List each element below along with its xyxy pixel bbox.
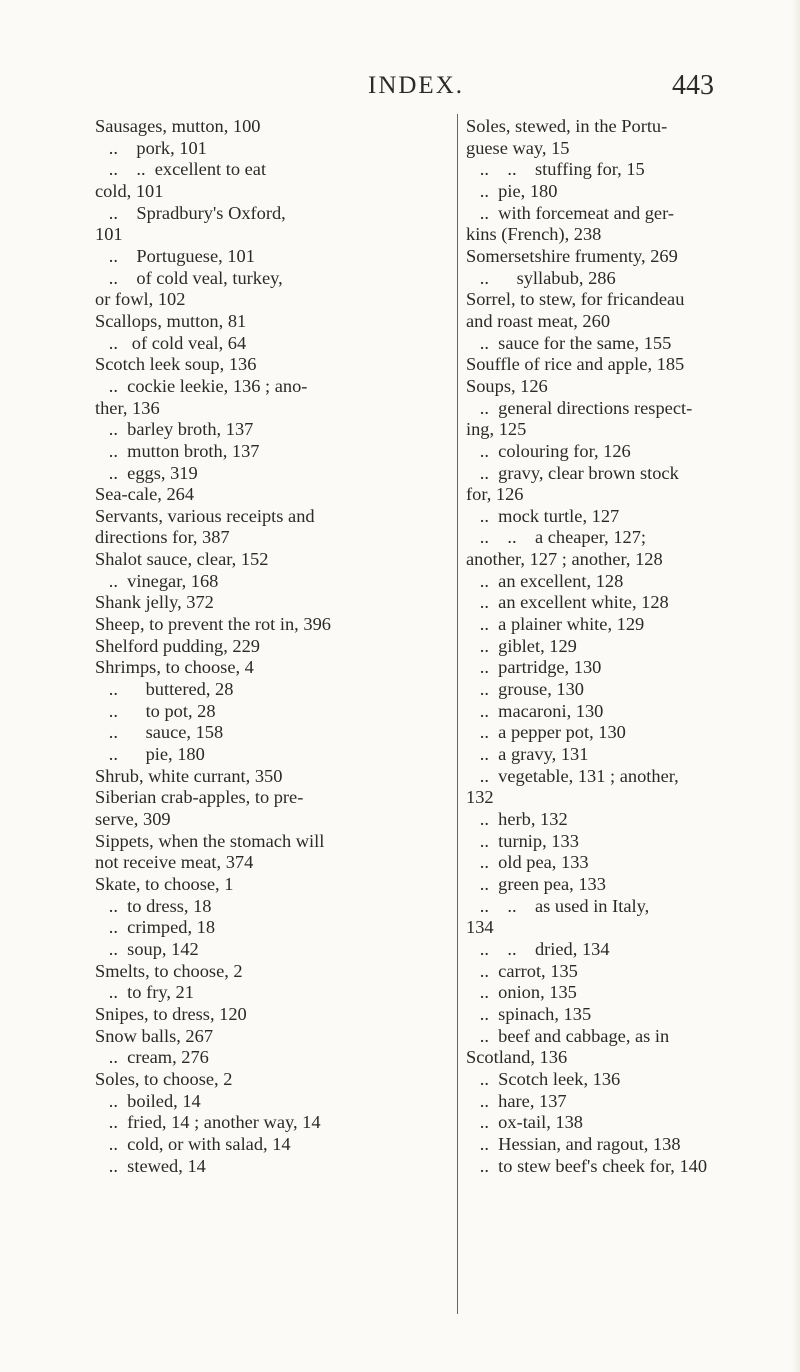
index-entry-line: Smelts, to choose, 2 [95, 960, 243, 981]
index-entry-line: .. hare, 137 [466, 1090, 567, 1111]
index-entry-line: .. to dress, 18 [95, 895, 212, 916]
index-entry-line: .. beef and cabbage, as in [466, 1025, 670, 1046]
index-entry-line: Servants, various receipts and [95, 505, 315, 526]
index-entry-line: .. an excellent, 128 [466, 570, 624, 591]
index-column-left [95, 116, 453, 1177]
index-entry-line: .. general directions respect- [466, 397, 693, 418]
index-entry-line: for, 126 [466, 484, 524, 505]
page-header [0, 72, 800, 108]
page-edge-shadow [792, 0, 800, 1372]
index-entry-line: Shrimps, to choose, 4 [95, 657, 254, 678]
index-entry-line: Soles, stewed, in the Portu- [466, 116, 668, 136]
index-entry-line: .. with forcemeat and ger- [466, 202, 674, 223]
index-entry-line: .. to stew beef's cheek for, 140 [466, 1155, 708, 1176]
index-entry-line: .. Hessian, and ragout, 138 [466, 1133, 681, 1154]
index-entry-line: .. Scotch leek, 136 [466, 1068, 621, 1089]
index-entry-line: .. green pea, 133 [466, 873, 606, 894]
index-entry-line: Soups, 126 [466, 375, 548, 396]
index-entry-line: .. pie, 180 [95, 744, 205, 765]
index-entry-line: .. an excellent white, 128 [466, 592, 669, 613]
index-entry-line: Sippets, when the stomach will [95, 830, 325, 851]
index-entry-line: Shelford pudding, 229 [95, 635, 260, 656]
index-entry-line: .. .. a cheaper, 127; [466, 527, 647, 548]
index-entry-line: or fowl, 102 [95, 289, 186, 310]
index-entry-line: Scotch leek soup, 136 [95, 354, 257, 375]
index-entry-line: .. .. as used in Italy, [466, 895, 650, 916]
index-entry-line: .. of cold veal, turkey, [95, 267, 283, 288]
index-entry-line: .. pie, 180 [466, 180, 558, 201]
index-entry-line: .. giblet, 129 [466, 635, 577, 656]
index-entry-line: .. of cold veal, 64 [95, 332, 247, 353]
index-entry-line: .. Portuguese, 101 [95, 245, 255, 266]
index-entry-line: .. crimped, 18 [95, 917, 216, 938]
index-entry-line: .. .. stuffing for, 15 [466, 159, 645, 180]
index-entry-line: Shrub, white currant, 350 [95, 765, 283, 786]
index-entry-line: .. macaroni, 130 [466, 700, 604, 721]
index-entry-line: Souffle of rice and apple, 185 [466, 354, 685, 375]
index-entry-line: Sea-cale, 264 [95, 484, 195, 505]
index-entry-line: .. cockie leekie, 136 ; ano- [95, 375, 308, 396]
index-entry-line: .. soup, 142 [95, 938, 199, 959]
index-entry-line: guese way, 15 [466, 137, 570, 158]
index-entry-line: Soles, to choose, 2 [95, 1068, 233, 1089]
index-entry-line: .. sauce for the same, 155 [466, 332, 672, 353]
index-entry-line: .. vegetable, 131 ; another, [466, 765, 679, 786]
index-entry-line: Scotland, 136 [466, 1047, 568, 1068]
index-entry-line: .. stewed, 14 [95, 1155, 206, 1176]
index-entry-line: .. a pepper pot, 130 [466, 722, 626, 743]
index-entry-line: 132 [466, 787, 494, 808]
index-entry-line: .. colouring for, 126 [466, 440, 631, 461]
index-entry-line: .. barley broth, 137 [95, 419, 254, 440]
index-column-right [466, 116, 786, 1177]
running-title: INDEX. [368, 72, 465, 99]
index-entry-line: .. onion, 135 [466, 982, 577, 1003]
index-entry-line: .. herb, 132 [466, 809, 568, 829]
index-entry-line: .. .. excellent to eat [95, 159, 267, 180]
index-entry-line: .. boiled, 14 [95, 1090, 201, 1111]
index-entry-line: Snipes, to dress, 120 [95, 1003, 247, 1024]
index-entry-line: .. to pot, 28 [95, 700, 216, 721]
index-entry-line: .. gravy, clear brown stock [466, 462, 679, 483]
index-entry-line: 134 [466, 917, 494, 938]
index-entry-line: .. cold, or with salad, 14 [95, 1133, 291, 1154]
index-entry-line: Siberian crab-apples, to pre- [95, 787, 304, 808]
index-entry-line: and roast meat, 260 [466, 310, 611, 331]
index-entry-line: Snow balls, 267 [95, 1025, 214, 1046]
index-entry-line: .. spinach, 135 [466, 1003, 592, 1024]
index-entry-line: another, 127 ; another, 128 [466, 549, 663, 570]
index-entry-line: .. a plainer white, 129 [466, 614, 645, 635]
index-entry-line: .. ox-tail, 138 [466, 1112, 583, 1133]
index-entry-line: .. .. dried, 134 [466, 938, 610, 959]
index-entry-line: .. old pea, 133 [466, 852, 589, 873]
index-entry-line: .. to fry, 21 [95, 982, 194, 1003]
index-entry-line: .. buttered, 28 [95, 679, 234, 700]
index-entry-line: .. mock turtle, 127 [466, 505, 620, 526]
index-entry-line: .. mutton broth, 137 [95, 440, 260, 461]
index-entry-line: .. turnip, 133 [466, 830, 579, 851]
index-entry-line: .. grouse, 130 [466, 679, 584, 700]
index-entry-line: directions for, 387 [95, 527, 230, 548]
index-entry-line: .. vinegar, 168 [95, 570, 219, 591]
index-entry-line: Sheep, to prevent the rot in, 396 [95, 614, 331, 635]
index-entry-line: 101 [95, 224, 123, 245]
index-entry-line: Shalot sauce, clear, 152 [95, 549, 269, 570]
index-entry-line: .. eggs, 319 [95, 462, 198, 483]
index-entry-line: ther, 136 [95, 397, 160, 418]
column-divider [457, 114, 458, 1314]
index-entry-line: .. pork, 101 [95, 137, 207, 158]
index-entry-line: Somersetshire frumenty, 269 [466, 245, 678, 266]
index-entry-line: .. sauce, 158 [95, 722, 224, 743]
index-entry-line: not receive meat, 374 [95, 852, 254, 873]
index-entry-line: .. a gravy, 131 [466, 744, 589, 765]
index-entry-line: Skate, to choose, 1 [95, 873, 234, 894]
page-number: 443 [672, 70, 714, 101]
index-entry-line: Scallops, mutton, 81 [95, 310, 247, 331]
index-entry-line: Sorrel, to stew, for fricandeau [466, 289, 685, 310]
index-entry-line: serve, 309 [95, 809, 171, 829]
index-entry-line: .. carrot, 135 [466, 960, 578, 981]
index-entry-line: .. partridge, 130 [466, 657, 602, 678]
index-entry-line: .. syllabub, 286 [466, 267, 616, 288]
index-entry-line: Shank jelly, 372 [95, 592, 214, 613]
index-entry-line: .. Spradbury's Oxford, [95, 202, 286, 223]
index-entry-line: cold, 101 [95, 180, 164, 201]
index-entry-line: .. cream, 276 [95, 1047, 209, 1068]
index-entry-line: ing, 125 [466, 419, 527, 440]
index-entry-line: .. fried, 14 ; another way, 14 [95, 1112, 321, 1133]
index-entry-line: Sausages, mutton, 100 [95, 116, 261, 136]
index-entry-line: kins (French), 238 [466, 224, 602, 245]
